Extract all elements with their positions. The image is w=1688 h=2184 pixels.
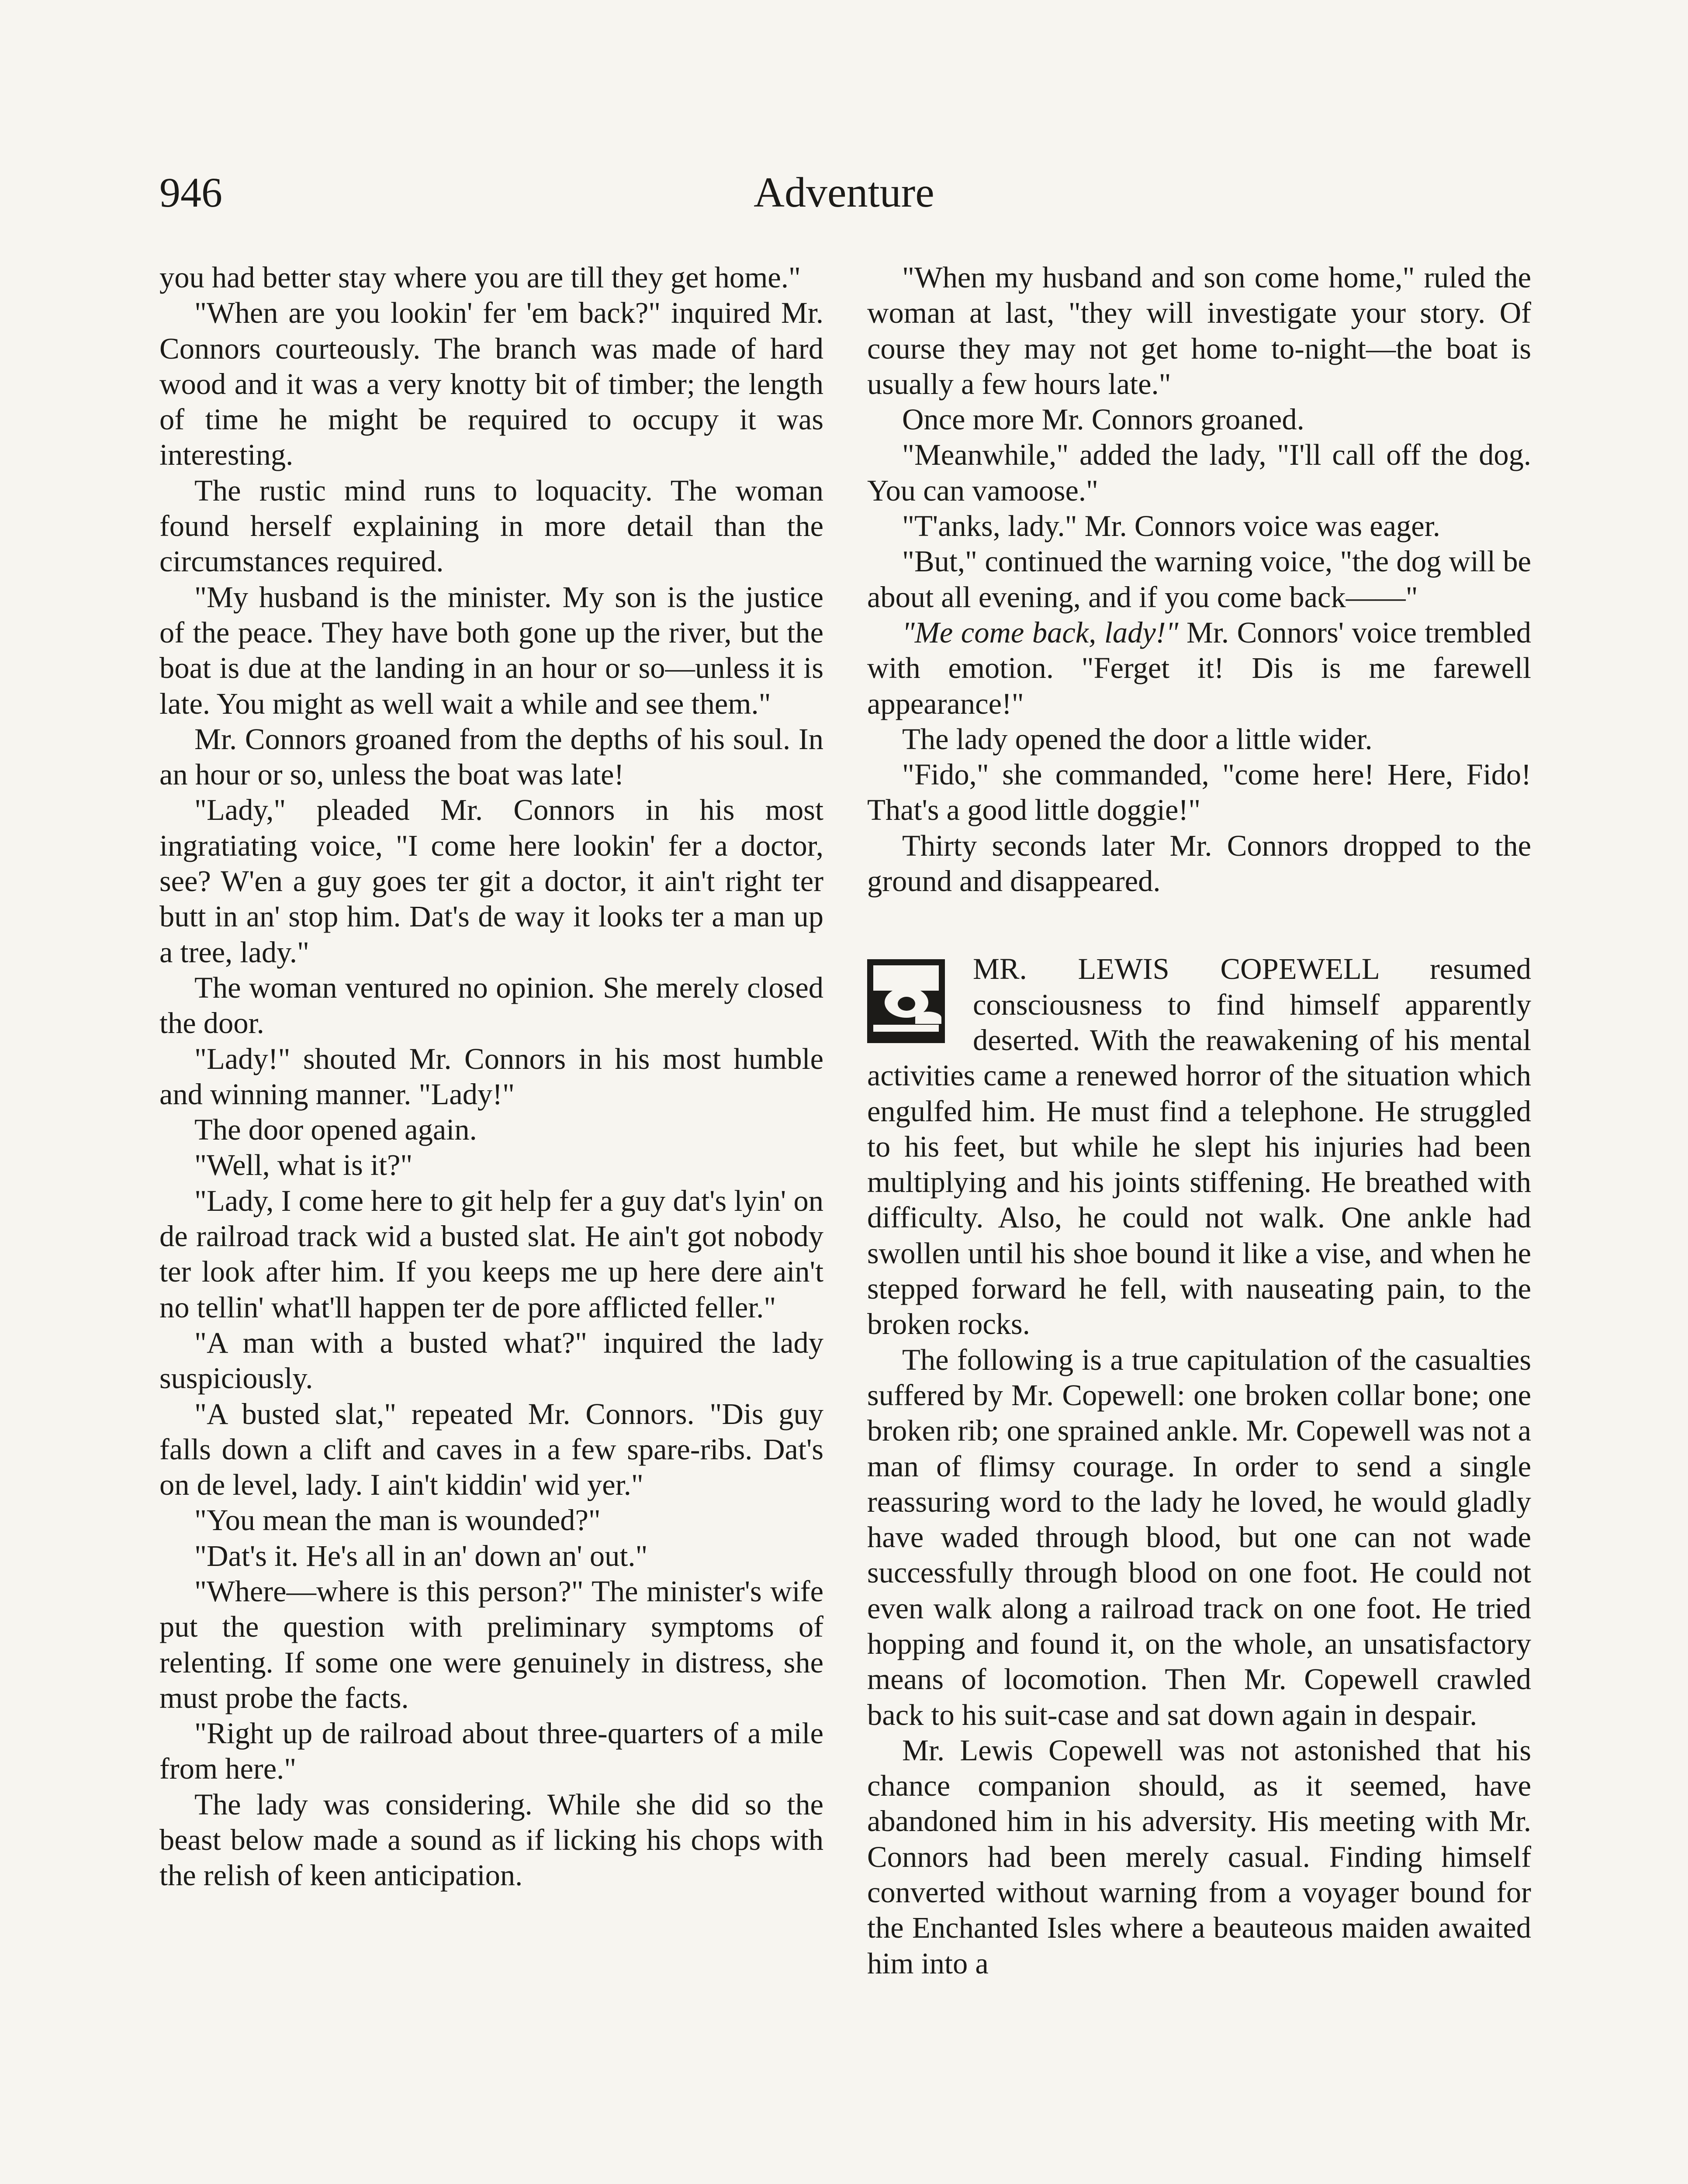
paragraph: The rustic mind runs to loquacity. The woman found herself explaining in more detail than the circumstances required. <box>159 473 823 578</box>
paragraph: "A man with a busted what?" inquired the lady suspiciously. <box>159 1326 823 1395</box>
paragraph: Once more Mr. Connors groaned. <box>902 403 1304 436</box>
paragraph: "When are you lookin' fer 'em back?" inquired Mr. Connors courteously. The branch was made of hard wood and it was a very knotty bit of timber; the length of time he might be required to occupy it was interesting. <box>159 296 823 472</box>
paragraph: The lady opened the door a little wider. <box>902 722 1373 756</box>
paragraph: "When my husband and son come home," ruled the woman at last, "they will investigate your story. Of course they may not get home to-night—the boat is usually a few hours late." <box>867 261 1531 401</box>
paragraph: "Right up de railroad about three-quarters of a mile from here." <box>159 1717 823 1786</box>
paragraph: "Fido," she commanded, "come here! Here, Fido! That's a good little doggie!" <box>867 758 1531 827</box>
paragraph-emphasis <box>867 615 1531 722</box>
section-break <box>867 899 1531 951</box>
paragraph: "Lady," pleaded Mr. Connors in his most ingratiating voice, "I come here lookin' fer a doctor, see? W'en a guy goes ter git a doctor, it ain't right ter butt in an' stop him. Dat's de way it looks ter a man up a tree, lady." <box>159 793 823 969</box>
page-number: 946 <box>159 169 222 216</box>
paragraph: Mr. Lewis Copewell was not astonished that his chance companion should, as it seemed, have abandoned him in his adversity. His meeting with Mr. Connors had been merely casual. Finding himself converted without warning from a voyager bound for the Enchanted Isles where a beauteous maiden awaited him into a <box>867 1733 1531 1980</box>
emphasis-me-come-back: "Me come back, lady!" <box>902 615 1179 649</box>
paragraph: "Meanwhile," added the lady, "I'll call off the dog. You can vamoose." <box>867 438 1531 507</box>
paragraph: "My husband is the minister. My son is the justice of the peace. They have both gone up the river, but the boat is due at the landing in an hour or so—unless it is late. You might as well wait a while and see them." <box>159 580 823 720</box>
paragraph: "You mean the man is wounded?" <box>194 1503 601 1537</box>
paragraph: The door opened again. <box>194 1113 477 1147</box>
right-column <box>867 260 1531 1981</box>
decorative-initial-ornament-icon <box>867 959 945 1043</box>
paragraph: The following is a true capitulation of the casualties suffered by Mr. Copewell: one broken collar bone; one broken rib; one sprained ankle. Mr. Copewell was not a man of flimsy courage. In order to send a single reassuring word to the lady he loved, he would gladly have waded through blood, but one can not wade successfully through blood on one foot. He could not even walk along a railroad track on one foot. He tried hopping and found it, on the whole, an unsatisfactory means of locomotion. Then Mr. Copewell crawled back to his suit-case and sat down again in despair. <box>867 1343 1531 1731</box>
paragraph: "Where—where is this person?" The minister's wife put the question with preliminary symptoms of relenting. If some one were genuinely in distress, she must probe the facts. <box>159 1574 823 1714</box>
paragraph: "Dat's it. He's all in an' down an' out." <box>194 1539 648 1572</box>
paragraph: "A busted slat," repeated Mr. Connors. "Dis guy falls down a clift and caves in a few spare-ribs. Dat's on de level, lady. I ain't kiddin' wid yer." <box>159 1397 823 1502</box>
left-column <box>159 260 823 1894</box>
paragraph: you had better stay where you are till they get home." <box>159 261 801 294</box>
paragraph: "Lady!" shouted Mr. Connors in his most humble and winning manner. "Lady!" <box>159 1042 823 1111</box>
paragraph: The lady was considering. While she did so the beast below made a sound as if licking his chops with the relish of keen anticipation. <box>159 1787 823 1892</box>
paragraph: Mr. Connors groaned from the depths of his soul. In an hour or so, unless the boat was late! <box>159 722 823 791</box>
paragraph: The woman ventured no opinion. She merely closed the door. <box>159 971 823 1040</box>
paragraph: "Lady, I come here to git help fer a guy dat's lyin' on de railroad track wid a busted slat. He ain't got nobody ter look after him. If you keeps me up here dere ain't no tellin' what'll happen ter de pore afflicted feller." <box>159 1184 823 1324</box>
paragraph: Thirty seconds later Mr. Connors dropped to the ground and disappeared. <box>867 829 1531 898</box>
paragraph-text: Mr. Connors' voice trembled with emotion. "Ferget it! Dis is me farewell appearance!" <box>867 615 1531 720</box>
paragraph: "But," continued the warning voice, "the dog will be about all evening, and if you come back——" <box>867 545 1531 614</box>
running-head-title: Adventure <box>754 169 934 216</box>
section-opening-paragraph: MR. LEWIS COPEWELL resumed consciousness to find himself apparently deserted. With the reawakening of his mental activities came a renewed horror of the situation which engulfed him. He must find a telephone. He struggled to his feet, but while he slept his injuries had been multiplying and his joints stiffening. He breathed with difficulty. Also, he could not walk. One ankle had swollen until his shoe bound it like a vise, and when he stepped forward he fell, with nauseating pain, to the broken rocks. <box>867 952 1531 1341</box>
paragraph: "T'anks, lady." Mr. Connors voice was eager. <box>902 509 1440 543</box>
paragraph: "Well, what is it?" <box>194 1148 413 1182</box>
